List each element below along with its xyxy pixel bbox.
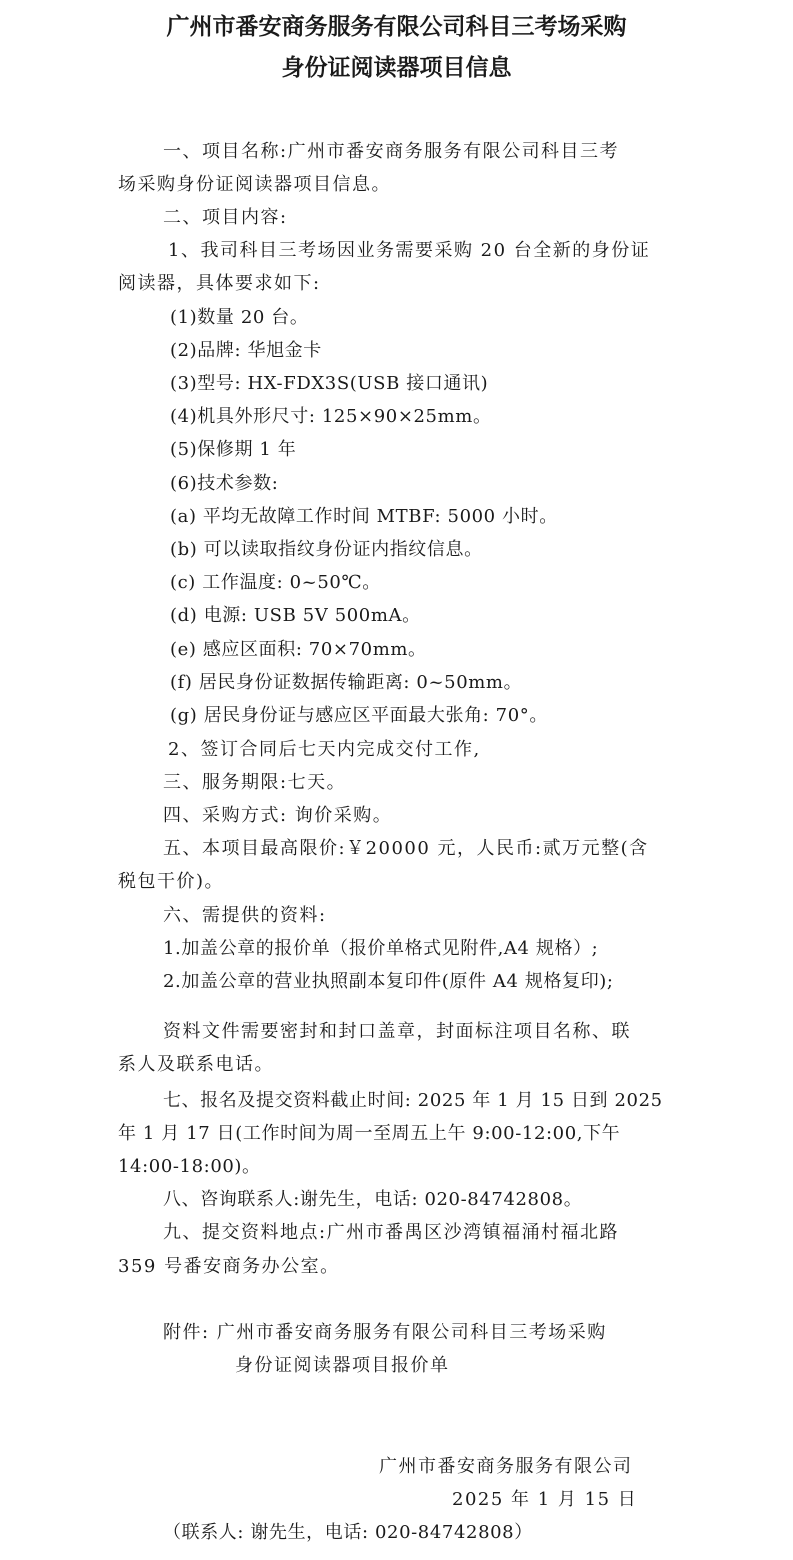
submission-location-line-2: 359 号番安商务办公室。 (118, 1256, 340, 1277)
signature-company: 广州市番安商务服务有限公司 (379, 1456, 633, 1477)
required-materials-heading: 六、需提供的资料: (163, 905, 327, 926)
param-e: (e) 感应区面积: 70×70mm。 (170, 639, 427, 660)
requirement-quantity: (1)数量 20 台。 (170, 307, 309, 328)
deadline-line-3: 14:00-18:00)。 (118, 1156, 261, 1177)
required-material-2: 2.加盖公章的营业执照副本复印件(原件 A4 规格复印); (163, 971, 614, 992)
project-content-item-2: 2、签订合同后七天内完成交付工作, (168, 739, 481, 760)
attachment-line-2: 身份证阅读器项目报价单 (235, 1355, 450, 1376)
price-limit-line-1: 五、本项目最高限价:￥20000 元，人民币:贰万元整(含 (163, 838, 649, 859)
service-period: 三、服务期限:七天。 (163, 772, 347, 793)
param-a: (a) 平均无故障工作时间 MTBF: 5000 小时。 (170, 506, 558, 527)
project-content-item-1-line-2: 阅读器，具体要求如下: (118, 273, 321, 294)
document-title-line-1: 广州市番安商务服务有限公司科目三考场采购 (166, 13, 627, 40)
deadline-line-2: 年 1 月 17 日(工作时间为周一至周五上午 9:00-12:00,下午 (118, 1123, 621, 1144)
param-g: (g) 居民身份证与感应区平面最大张角: 70°。 (170, 705, 548, 726)
requirement-model: (3)型号: HX-FDX3S(USB 接口通讯) (170, 373, 489, 394)
submission-location-line-1: 九、提交资料地点:广州市番禺区沙湾镇福涌村福北路 (163, 1222, 620, 1243)
project-content-heading: 二、项目内容: (163, 207, 288, 228)
param-d: (d) 电源: USB 5V 500mA。 (170, 605, 421, 626)
project-name-line-2: 场采购身份证阅读器项目信息。 (118, 174, 391, 195)
param-f: (f) 居民身份证数据传输距离: 0~50mm。 (170, 672, 523, 693)
param-c: (c) 工作温度: 0~50℃。 (170, 572, 381, 593)
consult-contact: 八、咨询联系人:谢先生，电话: 020-84742808。 (163, 1189, 583, 1210)
sealing-note-line-1: 资料文件需要密封和封口盖章，封面标注项目名称、联 (163, 1021, 631, 1042)
procurement-method: 四、采购方式: 询价采购。 (163, 805, 393, 826)
signature-date: 2025 年 1 月 15 日 (452, 1489, 638, 1510)
project-name-line-1: 一、项目名称:广州市番安商务服务有限公司科目三考 (163, 141, 620, 162)
project-content-item-1-line-1: 1、我司科目三考场因业务需要采购 20 台全新的身份证 (168, 240, 651, 261)
price-limit-line-2: 税包干价)。 (118, 871, 225, 892)
required-material-1: 1.加盖公章的报价单（报价单格式见附件,A4 规格）; (163, 938, 599, 959)
requirement-tech-params: (6)技术参数: (170, 473, 279, 494)
signature-contact: （联系人: 谢先生，电话: 020-84742808） (163, 1522, 533, 1543)
requirement-brand: (2)品牌: 华旭金卡 (170, 340, 322, 361)
param-b: (b) 可以读取指纹身份证内指纹信息。 (170, 539, 483, 560)
requirement-warranty: (5)保修期 1 年 (170, 439, 297, 460)
document-title-line-2: 身份证阅读器项目信息 (281, 54, 512, 81)
attachment-line-1: 附件: 广州市番安商务服务有限公司科目三考场采购 (163, 1322, 607, 1343)
requirement-dimensions: (4)机具外形尺寸: 125×90×25mm。 (170, 406, 492, 427)
deadline-line-1: 七、报名及提交资料截止时间: 2025 年 1 月 15 日到 2025 (163, 1090, 663, 1111)
sealing-note-line-2: 系人及联系电话。 (118, 1054, 274, 1075)
